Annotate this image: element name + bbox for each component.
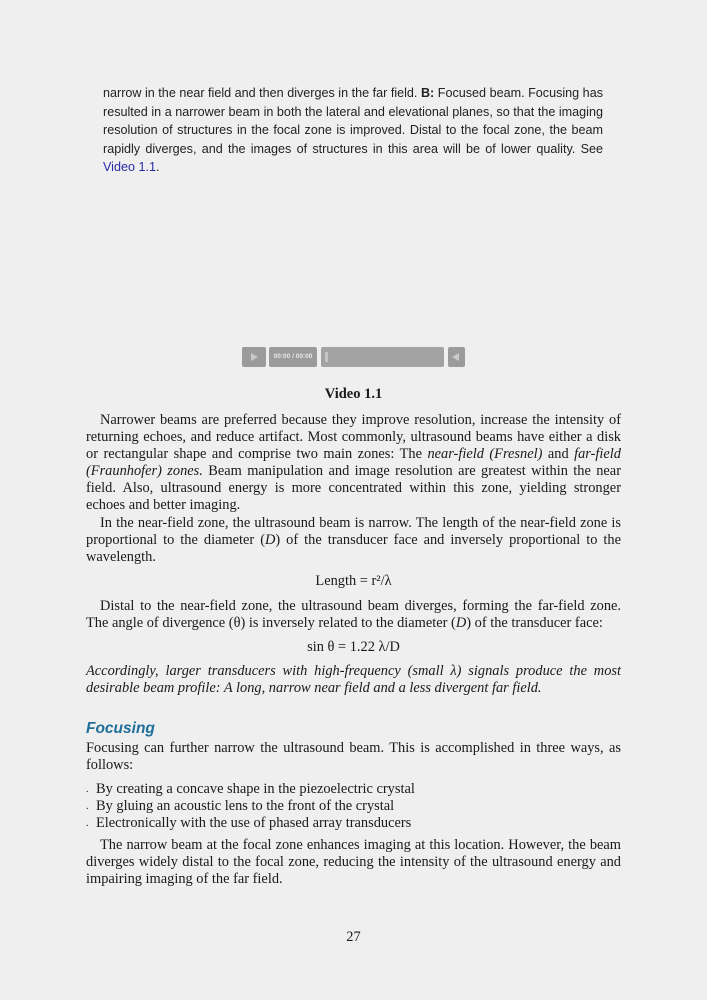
paragraph-focal-zone: The narrow beam at the focal zone enhances imaging at this location. However, the beam diverges widely distal to the focal zone, reducing the intensity of the ultrasound energy and impairing imaging of the far field.	[86, 837, 621, 887]
text: ) of the transducer face and inversely proportional to the wavelength.	[86, 532, 621, 565]
time-display: 00:00 / 00:00	[269, 347, 317, 367]
text: Distal to the near-field zone, the ultrasound beam diverges, forming the far-field zone. The angle of divergence (θ) is inversely related to the diameter (	[86, 598, 621, 631]
video-link[interactable]: Video 1.1	[103, 160, 156, 174]
bullet-marker: .	[86, 818, 89, 829]
text: ) of the transducer face:	[466, 615, 603, 631]
paragraph-beams	[86, 412, 621, 514]
bullet-marker: .	[86, 784, 89, 795]
video-title: Video 1.1	[324, 386, 383, 402]
caption-label-b: B:	[420, 86, 435, 100]
text: In the near-field zone, the ultrasound beam is narrow. The length of the near-field zone is proportional to the diameter (	[86, 515, 621, 548]
volume-icon	[452, 353, 459, 361]
play-icon	[251, 353, 258, 361]
list-item-text: By gluing an acoustic lens to the front of the crystal	[96, 798, 395, 814]
play-button[interactable]	[242, 347, 266, 367]
list-item	[86, 798, 621, 815]
equation-divergence: sin θ = 1.22 λ/D	[307, 639, 400, 655]
seek-handle[interactable]	[325, 352, 328, 362]
symbol-d: D	[265, 532, 276, 548]
paragraph-conclusion: Accordingly, larger transducers with high-frequency (small λ) signals produce the most desirable beam profile: A long, narrow near field and a less divergent far field.	[86, 663, 621, 696]
seek-bar[interactable]	[321, 347, 444, 367]
paragraph-far-field	[86, 598, 621, 632]
page-number: 27	[346, 929, 361, 945]
list-item	[86, 815, 621, 832]
paragraph-near-field	[86, 515, 621, 566]
list-item-text: By creating a concave shape in the piezoelectric crystal	[96, 781, 415, 797]
list-item-text: Electronically with the use of phased array transducers	[96, 815, 412, 831]
bullet-marker: .	[86, 801, 89, 812]
caption-text: Focused beam. Focusing has resulted in a narrower beam in both the lateral and elevational planes, so that the imaging resolution of structures in the focal zone is improved. Distal to the focal zone, the beam rapidly diverges, and the images of structures in this area will be of lower quality. See	[103, 86, 603, 156]
term-far-field: far-field (Fraunhofer) zones.	[86, 446, 621, 479]
text: Narrower beams are preferred because they improve resolution, increase the intensity of returning echoes, and reduce artifact. Most commonly, ultrasound beams have either a disk or rectangular shape and comprise two main zones: The	[86, 412, 621, 462]
symbol-d: D	[455, 615, 467, 631]
term-near-field: near-field (Fresnel)	[427, 446, 543, 462]
figure-caption	[103, 84, 603, 177]
text: Beam manipulation and image resolution are greatest within the near field. Also, ultrasound energy is more concentrated within this zone, yielding stronger echoes and better imaging.	[86, 463, 621, 513]
section-heading: Focusing	[86, 720, 155, 737]
focusing-methods-list	[86, 781, 621, 832]
list-item	[86, 781, 621, 798]
paragraph-focusing: Focusing can further narrow the ultrasound beam. This is accomplished in three ways, as follows:	[86, 740, 621, 773]
caption-text: narrow in the near field and then diverges in the far field.	[103, 86, 421, 100]
volume-button[interactable]	[448, 347, 465, 367]
caption-period: .	[156, 160, 160, 174]
text: and	[542, 446, 575, 462]
equation-length: Length = r²/λ	[315, 573, 392, 589]
